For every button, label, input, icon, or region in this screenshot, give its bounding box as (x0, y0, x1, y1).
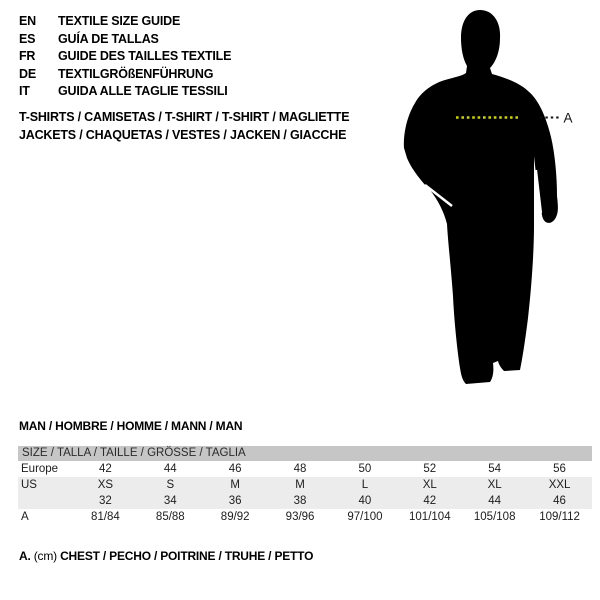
table-cell: 81/84 (91, 511, 120, 523)
table-row-us-numeric (18, 493, 592, 509)
language-label: TEXTILE SIZE GUIDE (58, 14, 181, 28)
footnote-label: A. (19, 549, 31, 563)
row-label: US (21, 479, 37, 491)
table-cell: 40 (358, 495, 372, 507)
table-cell: S (166, 479, 175, 491)
table-row-europe (18, 461, 592, 477)
table-cell: 44 (488, 495, 502, 507)
measurement-label-a: A (563, 110, 573, 126)
table-cell: 46 (228, 463, 242, 475)
row-label: A (21, 511, 29, 523)
table-cell: XL (487, 479, 502, 491)
man-silhouette-graphic (404, 10, 558, 384)
table-cell: 85/88 (155, 511, 185, 523)
table-cell: 101/104 (409, 511, 451, 523)
language-label: GUÍA DE TALLAS (58, 31, 159, 46)
table-cell: L (361, 479, 369, 491)
footnote-text: CHEST / PECHO / POITRINE / TRUHE / PETTO (60, 549, 314, 563)
table-row-us (18, 477, 592, 493)
language-code: EN (19, 14, 36, 28)
category-tshirts: T-SHIRTS / CAMISETAS / T-SHIRT / T-SHIRT / MAGLIETTE (19, 110, 350, 124)
table-cell: XXL (548, 479, 571, 491)
table-cell: 50 (358, 463, 372, 475)
table-cell: 93/96 (285, 511, 315, 523)
language-label: TEXTILGRÖßENFÜHRUNG (58, 66, 214, 81)
table-cell: 89/92 (220, 511, 250, 523)
table-cell: 32 (99, 495, 112, 507)
table-cell: 36 (228, 495, 242, 507)
table-cell: 56 (553, 463, 566, 475)
table-cell: 34 (163, 495, 177, 507)
table-row-chest-a (18, 509, 592, 525)
table-cell: 52 (423, 463, 437, 475)
table-cell: 38 (293, 495, 307, 507)
size-table-header: SIZE / TALLA / TAILLE / GRÖSSE / TAGLIA (18, 446, 592, 461)
table-cell: 44 (163, 463, 177, 475)
table-cell: 42 (423, 495, 437, 507)
table-cell: 97/100 (347, 511, 383, 523)
table-cell: 48 (293, 463, 307, 475)
row-label: Europe (21, 463, 59, 475)
table-cell: 105/108 (473, 511, 516, 523)
table-cell: XL (422, 479, 437, 491)
man-heading: MAN / HOMBRE / HOMME / MANN / MAN (19, 419, 243, 433)
category-jackets: JACKETS / CHAQUETAS / VESTES / JACKEN / GIACCHE (19, 128, 347, 142)
language-code: DE (19, 66, 36, 81)
table-cell: M (295, 479, 305, 491)
language-label: GUIDA ALLE TAGLIE TESSILI (58, 84, 228, 98)
table-cell: XS (97, 479, 114, 491)
measurement-footnote (19, 549, 313, 563)
language-code: ES (19, 31, 36, 46)
table-cell: 54 (488, 463, 502, 475)
footnote-unit: (cm) (33, 549, 57, 563)
table-cell: 42 (99, 463, 112, 475)
size-table (18, 446, 592, 525)
table-cell: M (230, 479, 240, 491)
table-cell: 46 (553, 495, 566, 507)
language-code: IT (19, 84, 30, 98)
row-label (18, 493, 73, 509)
language-code: FR (19, 49, 36, 63)
table-cell: 109/112 (539, 511, 580, 523)
language-label: GUIDE DES TAILLES TEXTILE (58, 49, 232, 63)
